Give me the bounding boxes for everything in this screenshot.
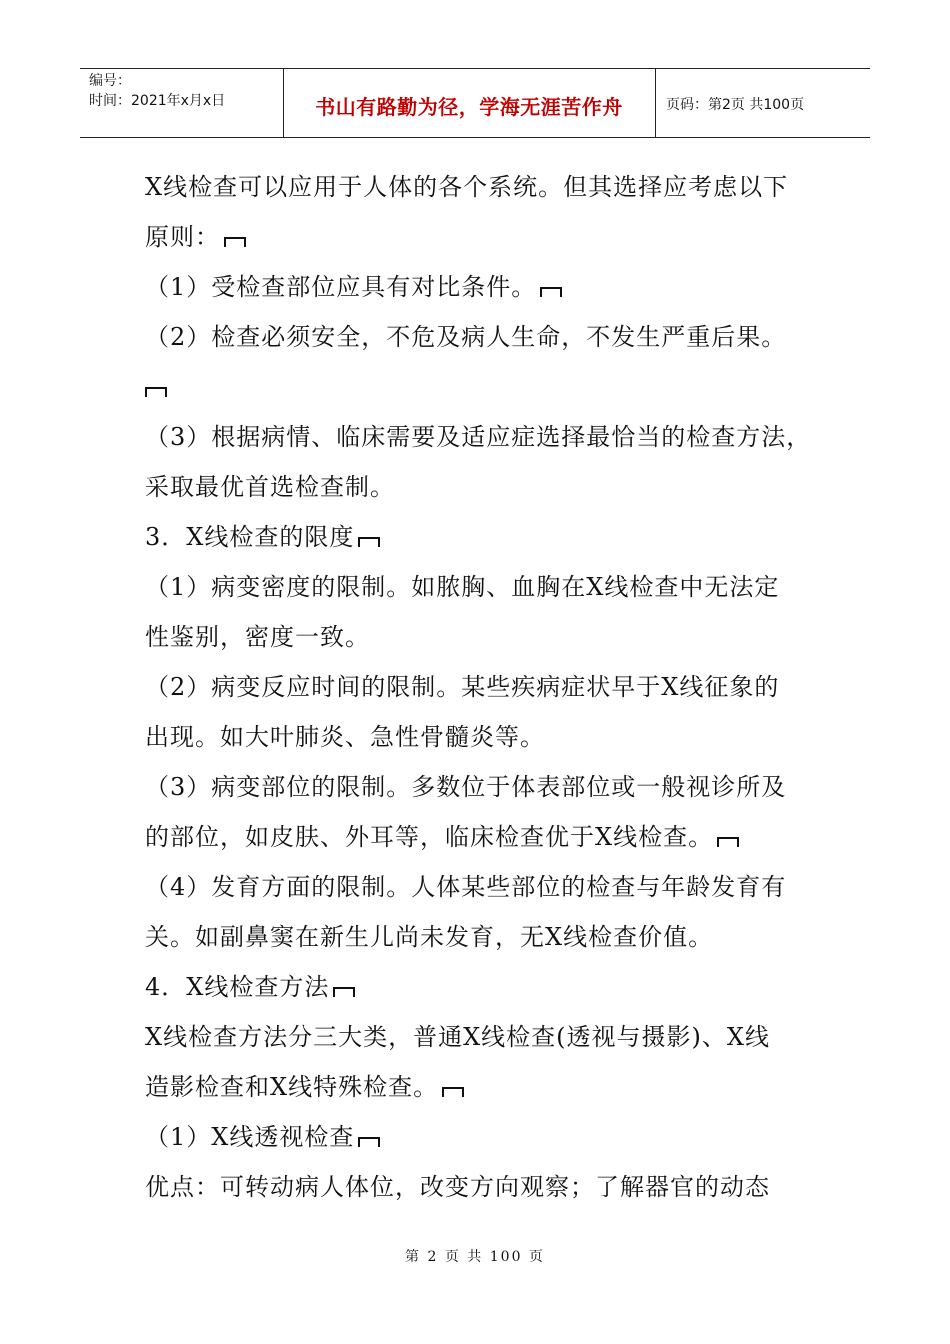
section-heading: 3．X线检查的限度 — [145, 512, 815, 562]
paragraph-mark-icon — [442, 1087, 464, 1097]
paragraph-mark-icon — [333, 987, 355, 997]
text-line: 造影检查和X线特殊检查。 — [145, 1062, 815, 1112]
text-line: （4）发育方面的限制。人体某些部位的检查与年龄发育有 — [145, 873, 787, 901]
text-line: 性鉴别，密度一致。 — [145, 623, 370, 651]
page-footer: 第 2 页 共 100 页 — [405, 1249, 545, 1265]
text-line: X线检查可以应用于人体的各个系统。但其选择应考虑以下 — [145, 173, 789, 201]
text-line: 原则： — [145, 212, 815, 262]
header-page-info: 页码：第2页 共100页 — [666, 97, 805, 113]
paragraph-mark-icon — [358, 1137, 380, 1147]
subsection-heading: （1）X线透视检查 — [145, 1112, 815, 1162]
paragraph-mark-icon — [540, 287, 562, 297]
text-line: 优点：可转动病人体位，改变方向观察；了解器官的动态 — [145, 1173, 770, 1201]
text-line: 采取最优首选检查制。 — [145, 473, 395, 501]
header-meta-cell — [80, 69, 284, 137]
text-line: （1）受检查部位应具有对比条件。 — [145, 262, 815, 312]
text-line: （2）检查必须安全，不危及病人生命，不发生严重后果。 — [145, 323, 787, 351]
paragraph-mark-icon — [358, 537, 380, 547]
text-line: （2）病变反应时间的限制。某些疾病症状早于X线征象的 — [145, 673, 780, 701]
text-line: 出现。如大叶肺炎、急性骨髓炎等。 — [145, 723, 545, 751]
paragraph-mark-icon — [224, 237, 246, 247]
text-line: （3）病变部位的限制。多数位于体表部位或一般视诊所及 — [145, 773, 787, 801]
text-line: （1）病变密度的限制。如脓胸、血胸在X线检查中无法定 — [145, 573, 780, 601]
paragraph-mark-icon — [145, 387, 167, 397]
document-date: 时间：2021年x月x日 — [89, 93, 226, 109]
header-motto: 书山有路勤为径，学海无涯苦作舟 — [315, 95, 623, 119]
section-heading: 4．X线检查方法 — [145, 962, 815, 1012]
text-line: （3）根据病情、临床需要及适应症选择最恰当的检查方法， — [145, 423, 812, 451]
header-table — [80, 68, 870, 138]
text-line: 的部位，如皮肤、外耳等，临床检查优于X线检查。 — [145, 812, 815, 862]
document-body — [145, 162, 815, 1212]
text-line: X线检查方法分三大类，普通X线检查(透视与摄影)、X线 — [145, 1023, 770, 1051]
document-number-label: 编号： — [89, 73, 131, 89]
text-line — [145, 362, 815, 412]
header-motto-cell — [283, 69, 656, 137]
header-page-cell — [655, 69, 870, 137]
paragraph-mark-icon — [717, 837, 739, 847]
text-line: 关。如副鼻窦在新生儿尚未发育，无X线检查价值。 — [145, 923, 714, 951]
